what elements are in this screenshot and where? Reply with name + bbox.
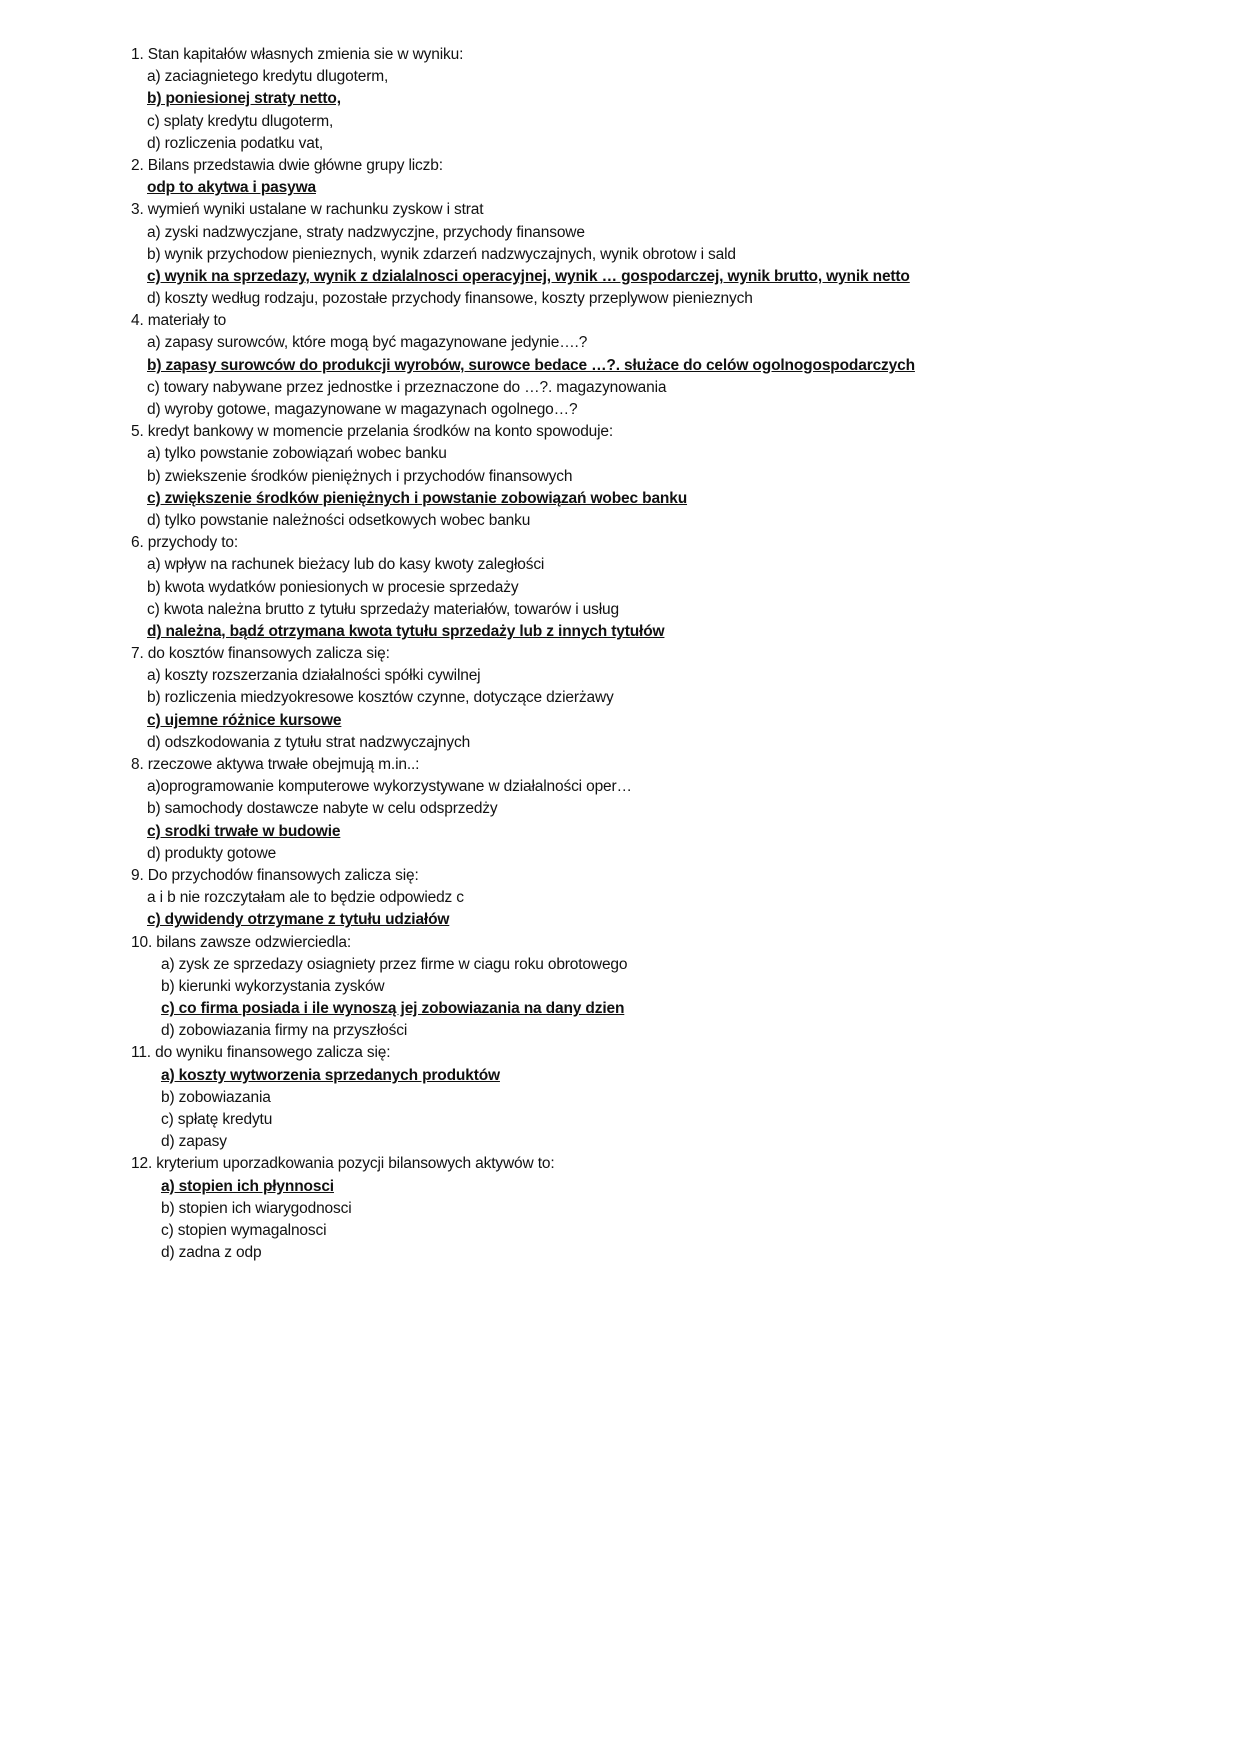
answer-option: c) stopien wymagalnosci	[161, 1221, 327, 1239]
correct-answer-option: b) poniesionej straty netto,	[147, 90, 341, 108]
answer-option: a) zaciagnietego kredytu dlugoterm,	[147, 68, 389, 86]
correct-answer-option: c) srodki trwałe w budowie	[147, 822, 341, 840]
answer-option: d) zapasy	[161, 1133, 227, 1151]
question-text: 9. Do przychodów finansowych zalicza się:	[131, 866, 419, 884]
answer-option: a) zapasy surowców, które mogą być magazynowane jedynie….?	[147, 334, 588, 352]
question-text: 3. wymień wyniki ustalane w rachunku zyskow i strat	[131, 201, 484, 219]
answer-option: b) kwota wydatków poniesionych w procesie sprzedaży	[147, 578, 519, 596]
answer-option: b) samochody dostawcze nabyte w celu odsprzedży	[147, 800, 498, 818]
answer-option: d) rozliczenia podatku vat,	[147, 134, 324, 152]
correct-answer-option: c) dywidendy otrzymane z tytułu udziałów	[147, 911, 450, 929]
answer-option: d) tylko powstanie należności odsetkowych wobec banku	[147, 511, 531, 529]
answer-option: b) wynik przychodow pienieznych, wynik zdarzeń nadzwyczajnych, wynik obrotow i sald	[147, 245, 736, 263]
question-text: 5. kredyt bankowy w momencie przelania środków na konto spowoduje:	[131, 423, 614, 441]
correct-answer-option: c) wynik na sprzedazy, wynik z dzialalnosci operacyjnej, wynik … gospodarczej, wynik brutto, wynik netto	[147, 267, 910, 285]
question-text: 10. bilans zawsze odzwierciedla:	[131, 933, 352, 951]
correct-answer-option: c) ujemne różnice kursowe	[147, 711, 342, 729]
question-text: 6. przychody to:	[131, 534, 239, 552]
answer-option: d) produkty gotowe	[147, 844, 277, 862]
correct-answer-option: a) stopien ich płynnosci	[161, 1177, 334, 1195]
answer-option: d) koszty według rodzaju, pozostałe przychody finansowe, koszty przeplywow pienieznych	[147, 290, 753, 308]
answer-option: a) wpływ na rachunek bieżacy lub do kasy kwoty zaległości	[147, 556, 545, 574]
answer-option: d) wyroby gotowe, magazynowane w magazynach ogolnego…?	[147, 401, 578, 418]
answer-option: b) stopien ich wiarygodnosci	[161, 1199, 352, 1217]
answer-option: c) kwota należna brutto z tytułu sprzedaży materiałów, towarów i usług	[147, 600, 619, 618]
question-text: 2. Bilans przedstawia dwie główne grupy liczb:	[131, 156, 443, 174]
answer-option: a) zysk ze sprzedazy osiagniety przez firme w ciagu roku obrotowego	[161, 955, 628, 973]
correct-answer-option: a) koszty wytworzenia sprzedanych produktów	[161, 1066, 500, 1084]
answer-option: c) spłatę kredytu	[161, 1111, 273, 1128]
answer-option: a i b nie rozczytałam ale to będzie odpowiedz c	[147, 889, 464, 907]
correct-answer-option: d) należna, bądź otrzymana kwota tytułu sprzedaży lub z innych tytułów	[147, 622, 665, 640]
question-text: 7. do kosztów finansowych zalicza się:	[131, 645, 390, 663]
correct-answer-option: b) zapasy surowców do produkcji wyrobów, surowce bedace …?. służace do celów ogolnogospodarczych	[147, 356, 915, 374]
answer-option: b) zwiekszenie środków pieniężnych i przychodów finansowych	[147, 467, 573, 485]
question-text: 4. materiały to	[131, 312, 227, 330]
correct-answer-option: odp to akytwa i pasywa	[147, 179, 316, 197]
answer-option: b) kierunki wykorzystania zysków	[161, 977, 385, 995]
answer-option: c) splaty kredytu dlugoterm,	[147, 112, 334, 130]
document-page	[131, 44, 1131, 1264]
correct-answer-option: c) co firma posiada i ile wynoszą jej zobowiazania na dany dzien	[161, 1000, 625, 1018]
answer-option: a) koszty rozszerzania działalności spółki cywilnej	[147, 667, 481, 685]
correct-answer-option: c) zwiększenie środków pieniężnych i powstanie zobowiązań wobec banku	[147, 489, 688, 507]
answer-option: a) zyski nadzwyczjane, straty nadzwyczjne, przychody finansowe	[147, 223, 585, 241]
answer-option: b) rozliczenia miedzyokresowe kosztów czynne, dotyczące dzierżawy	[147, 689, 614, 707]
question-text: 11. do wyniku finansowego zalicza się:	[131, 1044, 391, 1062]
answer-option: b) zobowiazania	[161, 1088, 271, 1106]
answer-option: c) towary nabywane przez jednostke i przeznaczone do …?. magazynowania	[147, 378, 667, 396]
answer-option: d) zadna z odp	[161, 1244, 262, 1262]
question-text: 12. kryterium uporzadkowania pozycji bilansowych aktywów to:	[131, 1155, 555, 1173]
answer-option: d) odszkodowania z tytułu strat nadzwyczajnych	[147, 733, 471, 751]
answer-option: d) zobowiazania firmy na przyszłości	[161, 1022, 408, 1040]
question-text: 8. rzeczowe aktywa trwałe obejmują m.in..:	[131, 756, 420, 773]
answer-option: a) tylko powstanie zobowiązań wobec banku	[147, 445, 447, 463]
question-text: 1. Stan kapitałów własnych zmienia sie w wyniku:	[131, 46, 464, 63]
answer-option: a)oprogramowanie komputerowe wykorzystywane w działalności oper…	[147, 778, 632, 796]
